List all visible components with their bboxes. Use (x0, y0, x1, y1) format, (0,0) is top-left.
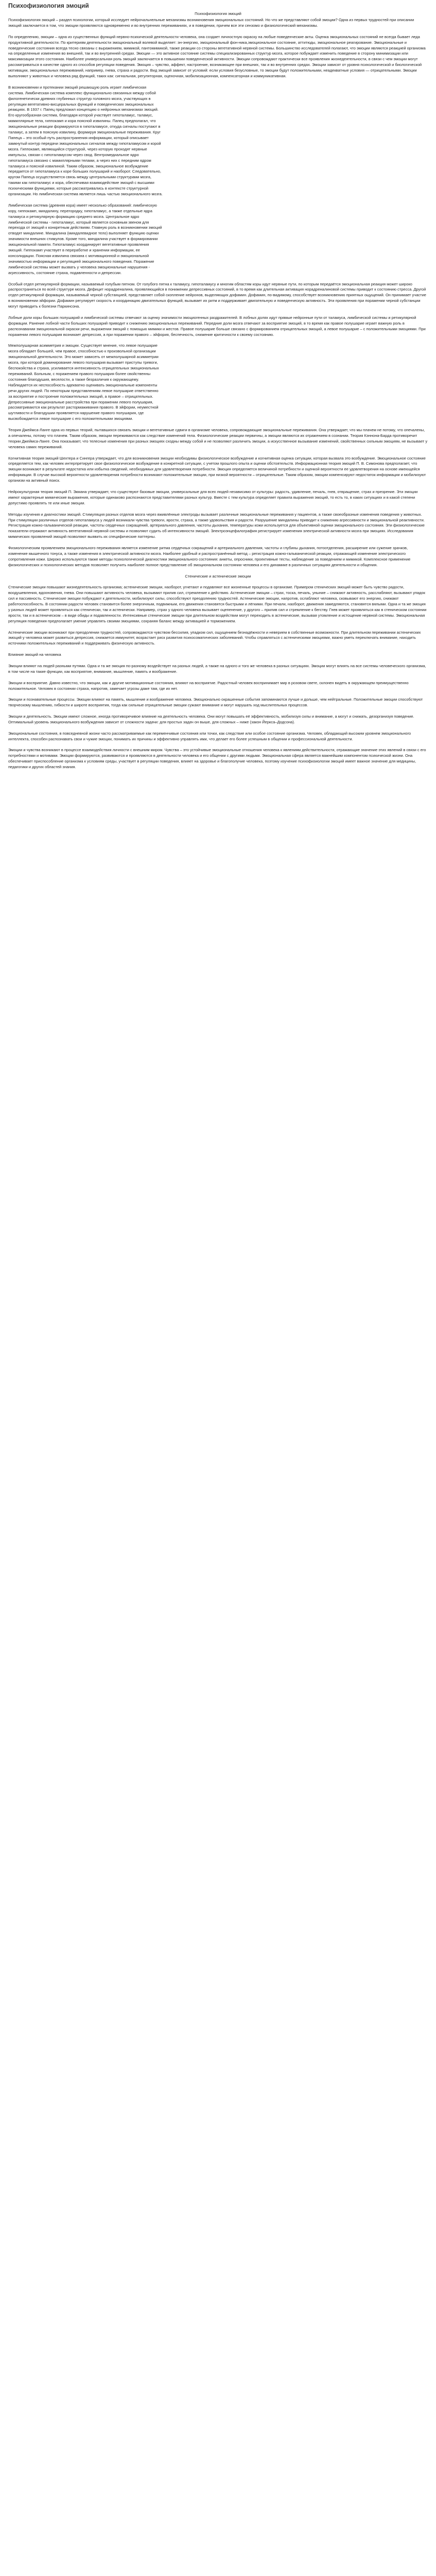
paragraph-gap (8, 725, 428, 731)
paragraph-gap (8, 79, 428, 85)
paragraph-gap (8, 568, 428, 574)
paragraph-gap (8, 276, 428, 282)
paragraph-gap (8, 675, 428, 681)
paragraph: Методы изучения и диагностики эмоций. Стимуляция разных отделов мозга через вживлённые электроды вызывает различные эмоциональные переживания у пациентов, а также своеобразные изменения поведения у животных. При стимуляции различных отделов гипоталамуса у людей возникали чувства тревоги, ярости, страха, а также удовольствия и радости. Разрушение миндалины приводит к снижению агрессивности и эмоциональной реактивности. Регистрация кожно-гальванической реакции, частоты сердечных сокращений, артериального давления, частоты дыхания, температуры кожи используется для объективной оценки эмоционального состояния. Эти физиологические показатели отражают активность вегетативной нервной системы и позволяют судить об интенсивности эмоций. Электроэнцефалография регистрирует изменения электрической активности мозга при эмоциях. Исследования мимических проявлений эмоций позволяют выявить их специфические паттерны. (8, 512, 425, 539)
paragraph: Эмоциональные состояния, в повседневной жизни часто рассматриваемые как переменчивые состояния или точки, как следствие или особое состояние организма. Человек, обладающий высоким уровнем эмоционального интеллекта, способен распознавать свои и чужие эмоции, понимать их причины и эффективно управлять ими, что делает его более успешным в общении и профессиональной деятельности. (8, 731, 411, 741)
document-body (8, 18, 428, 776)
paragraph: Эмоции и восприятие. Давно известно, что эмоции, как и другие мотивационные состояния, влияют на восприятие. Радостный человек воспринимает мир в розовом свете, склонен видеть в окружающем преимущественно положительное. Человек в состоянии страха, напротив, замечает угрозы даже там, где их нет. (8, 680, 409, 691)
paragraph-gap (8, 450, 428, 456)
paragraph: Эмоции и деятельность. Эмоции имеют сложное, иногда противоречивое влияние на деятельность человека. Они могут повышать её эффективность, мобилизуя силы и внимание, а могут и снижать, дезорганизуя поведение. Оптимальный уровень эмоционального возбуждения зависит от сложности задачи: для простых задач он выше, для сложных – ниже (закон Йеркса–Додсона). (8, 714, 414, 724)
paragraph: Эмоции и познавательные процессы. Эмоции влияют на память, мышление и воображение человека. Эмоционально окрашенные события запоминаются лучше и дольше, чем нейтральные. Положительные эмоции способствуют творческому мышлению, гибкости и широте восприятия, тогда как сильные отрицательные эмоции сужают внимание и могут нарушать ход мыслительных процессов. (8, 697, 423, 708)
section-heading: Стенические и астенические эмоции (185, 573, 251, 579)
paragraph-gap (8, 770, 428, 776)
paragraph-gap (8, 484, 428, 489)
paragraph: В возникновении и протекании эмоций решающую роль играет лимбическая система. Лимбическая система комплекс функционально связанных между собой филогенетически древних глубинных структур головного мозга, участвующих в регуляции вегетативно-висцеральных функций и поведенческих эмоциональных реакциях. В 1937 г. Папец предложил концепцию о нейронных механизмах эмоций. Его кругообразная система, благодаря которой участвует гипоталамус, таламус, мамиллярные тела, гиппокамп и кора поясной извилины. Папец предполагал, что эмоциональные реакции формируются в гипоталамусе, откуда сигналы поступают в таламус, а затем в поясную извилину, формируя эмоциональные переживания. Круг Папеца – это особый путь распространения информации, который описывает замкнутый контур передачи эмоциональных сигналов между гипоталамусом и корой мозга. Гиппокамп, являющийся структурой, через которую проходят нервные импульсы, связан с гипоталамусом через свод. Вентромедиальное ядро гипоталамуса связано с мамиллярными телами, а через них с передним ядром таламуса и поясной извилиной. Таким образом, эмоциональное возбуждение передается от гипоталамуса к коре больших полушарий и наоборот. Следовательно, кругом Папеца осуществляется связь между центральными структурами мозга, такими как гипоталамус и кора, обеспечивая взаимодействие эмоций с высшими психическими функциями, которые рассматривались в контексте структурной организации. Но лимбическая система является лишь частью эмоционального мозга. (8, 84, 163, 197)
paragraph-gap (8, 310, 428, 315)
paragraph-gap (8, 658, 428, 664)
paragraph-gap (8, 29, 428, 35)
paragraph-gap (8, 540, 428, 546)
document (8, 2, 428, 776)
paragraph-gap (8, 647, 428, 652)
paragraph: Эмоции влияют на людей разными путями. Одна и та же эмоция по-разному воздействует на разных людей, а также на одного и того же человека в разных ситуациях. Эмоции могут влиять на все системы человеческого организма, в том числе на такие функции, как восприятие, внимание, мышление, память и воображение. (8, 663, 426, 674)
paragraph: Когнитивная теория эмоций Шехтера и Сингера утверждает, что для возникновения эмоции необходимы физиологическое возбуждение и когнитивная оценка ситуации, которая вызвала это возбуждение. Эмоциональное состояние определяется тем, как человек интерпретирует свое физиологическое возбуждение в конкретной ситуации, с учетом прошлого опыта и оценки обстоятельств. Информационная теория эмоций П. В. Симонова предполагает, что эмоции возникают в результате недостатка или избытка сведений, необходимых для удовлетворения потребности. Эмоция определяется величиной потребности и оценкой вероятности ее удовлетворения на основе имеющейся информации. В случае высокой вероятности удовлетворения потребности возникают положительные эмоции, при низкой вероятности – отрицательные. Таким образом, эмоции компенсируют недостаток информации и мобилизуют организм на активный поиск. (8, 455, 426, 483)
paragraph-gap (8, 422, 428, 428)
paragraph-gap (8, 338, 428, 344)
paragraph: Лимбическая система (древняя кора) имеет несколько образований: лимбическую кору, гиппокамп, миндалину, перегородку, гипоталамус, а также отдельные ядра таламуса и ретикулярную формацию среднего мозга. Центральное ядро лимбической системы - гипоталамус, который является основным звеном для перехода от эмоций к конкретным действиям. Главную роль в возникновении эмоций отводят миндалине. Миндалина (миндалевидное тело) выполняет функцию оценки значимости внешних стимулов. Кроме того, миндалина участвует в формировании эмоциональной памяти. Гипоталамус координирует вегетативные проявления эмоций. Гиппокамп участвует в переработке и хранении информации, ее консолидации. Поясная извилина связана с мотивационной и эмоциональной значимостью информации и регуляцией эмоционального поведения. Поражение лимбической системы может вызвать у человека эмоциональные нарушения - агрессивность, состояние страха, подавленности и депрессии. (8, 202, 162, 275)
paragraph: По определению, эмоции – одна из существенных функций нервно-психической деятельности человека, она создает личностную окраску на любые поведенческие акты. Оценка эмоциональных состояний не всегда бывает леда продуктивной деятельности. По критериям деятельности эмоциональный волевой выделяет: эн-энергию, эмоциональный фон-ника,эмоциональное состояние, аттитюды, эмоциональное реагирование. Эмоциональные и поведенческие состояния всегда тесно связаны с выражением, мимикой, пантомимикой, также реакции со стороны вегетативной нервной системы. Большинство исследователей полагают, что эмоции являются реакцией организма на определенные изменения во внешней, так и во внутренней средах. Эмоции — это активное состояние системы специализированных структур мозга, которое побуждает изменить поведение в сторону минимизации или максимизации этого состояния. Наиболее универсальная роль эмоций заключается в повышении поведенческой активности. Эмоции сопровождают практически все проявления жизнедеятельности, в связи с чем эмоции могут рассматриваться в качестве одного из способов регуляции поведения. Эмоция – чувство, аффект, настроение, возникающее при внешних, так и во внутренних средах. Эмоции зависят от уровня психологической и биологической мотивации, эмоциональных переживаний, например, гнева, страха и радости. Вид эмоций зависит от условий: если условия безусловные, то эмоции будут положительными, неадекватные условия — отрицательными. Эмоции выполняют у животных и человека ряд функций, таких как: сигнальная, регуляторная, оценочная, мобилизационная, компенсаторная и коммуникативная. (8, 34, 426, 79)
paragraph-gap (8, 708, 428, 714)
document-heading: Психофизиология эмоций (195, 11, 241, 16)
paragraph: Астенические эмоции возникают при преодолении трудностей, сопровождаются чувством бессилия, упадком сил, ощущением безнадёжности и неверием в собственные возможности. При длительном переживании астенических эмоций у человека может развиться депрессия, снижается иммунитет, возрастает риск развития психосоматических заболеваний. Чтобы справляться с астеническими эмоциями, важно уметь переключать внимание, находить источники положительных переживаний и поддерживать физическую активность. (8, 630, 421, 646)
paragraph: Влияние эмоций на человека (8, 652, 61, 657)
paragraph: Особый отдел ретикулярной формации, называемый голубым пятном. От голубого пятна к таламусу, гипоталамусу и многим областям коры идут нервные пути, по которым передаётся эмоциональная реакция может широко распространяться по всей структуре мозга. Дефицит норадреналина, проявляющийся в понижении депрессивных состояний, в то время как длительная активация норадреналиновой системы приводит к состоянию стресса. Другой отдел ретикулярной формации, называемый черной субстанцией, представляет собой скопление нейронов, выделяющих дофамин. Дофамин, по-видимому, способствует возникновению приятных ощущений. Он принимает участие в возникновении эйфории. Дофамин регулирует скорость и координацию двигательных функций, вызывает их ритм и поддерживает двигательную и поведенческую активность. Эти проявления при поражении черной субстанции могут приводить к болезни Паркинсона. (8, 281, 426, 309)
paragraph: Эмоции и чувства возникают в процессе взаимодействия личности с внешним миром. Чувства – это устойчивые эмоциональные отношения человека к явлениям действительности, отражающие значение этих явлений в связи с его потребностями и мотивами. Эмоции формируются, развиваются и проявляются в деятельности человека и его общении с другими людьми. Эмоциональная сфера является важнейшим компонентом психической жизни. Она обеспечивает приспособление организма к условиям среды, участвует в регуляции поведения, влияет на здоровье и благополучие человека, поэтому изучение психофизиологии эмоций имеет важное значение для медицины, педагогики и других областей знания. (8, 748, 426, 770)
paragraph: Теория Джеймса-Ланге одна из первых теорий, пытавшихся связать эмоции и вегетативные сдвиги в организме человека, сопровождающие эмоциональные переживания. Она утверждает, что мы плачем не потому, что опечалены, а опечалены, потому что плачем. Таким образом, эмоции переживаются как следствие изменений тела. Физиологические реакции первичны, а эмоции являются их отражением в сознании. Теория Кэннона-Барда противоречит теории Джеймса-Ланге. Она показывает, что телесные изменения при разных эмоциях сходны между собой и не позволяют различить эмоции, а искусственное вызывание изменений, свойственных сильным эмоциям, не вызывает у человека самих переживаний. (8, 428, 428, 449)
paragraph: Стенические эмоции повышают жизнедеятельность организма; астенические эмоции, наоборот, угнетают и подавляют все жизненные процессы в организме. Примером стенических эмоций может быть чувство радости, воодушевления, вдохновения, гнева. Они повышают активность человека, вызывают прилив сил, стремление к действию. Астенические эмоции – страх, тоска, печаль, уныние – снижают активность, расслабляют, вызывают упадок сил и пассивность. Стенические эмоции побуждают к деятельности, мобилизуют силы, способствуют преодолению трудностей. Астенические эмоции, напротив, ослабляют человека, сковывают его энергию, снижают работоспособность. В состоянии радости человек становится более энергичным, подвижным, его движения становятся быстрыми и лёгкими. При печали, наоборот, движения замедляются, становятся вялыми. Одна и та же эмоция у разных людей может проявляться как стенически, так и астенически. Например, страх у одного человека вызывает оцепенение, у другого – прилив сил и стремление к бегству. Гнев может проявляться как в стеническом состоянии ярости, так и в астеническом – в виде обиды и подавленности. Интенсивные стенические эмоции при длительном воздействии могут переходить в астенические, вызывая утомление и истощение нервной системы. Эмоциональная регуляция поведения предполагает умение управлять своими эмоциями, сохраняя баланс между активацией и торможением. (8, 585, 427, 623)
paragraph-gap (8, 742, 428, 748)
page-title: Психофизиология эмоций (8, 2, 89, 9)
paragraph-gap (8, 579, 428, 585)
paragraph-gap (8, 506, 428, 512)
paragraph: Психофизиология эмоций – раздел психологии, который исследует нейрочальнельные механизмы возникновения эмоциональных состояний. Но что же представляют собой эмоции? Одна из первых трудностей при описании эмоций заключается в том, что эмоции проявляются одновременно и во внутренних переживаниях, и в поведении, причем все эти сензомо и физиологический механизмы. (8, 18, 414, 28)
paragraph-gap (8, 624, 428, 630)
paragraph: Лобные доли коры больших полушарий и лимбической системы отвечают за оценку значимости эмоциогенных раздражителей. В лобных долях идут прямые нейронные пути от таламуса, лимбической системы и ретикулярной формации. Ранение лобной части больших полушарий приводит к снижению эмоциональных переживаний. Передние доли мозга отвечают за восприятие эмоций, в то время как правое полушарие играет важную роль в распознавании эмоциональной окраски речи, выражении эмоций с помощью мимики и жестов. Правое полушарие больше связано с формированием отрицательных эмоций, а левое полушарие – с положительными эмоциями. При поражении левого полушария возникает депрессия, а при поражении правого – эйфория, беспечность, снижение критичности к своему состоянию. (8, 315, 426, 337)
paragraph: Физиологическим проявлением эмоционального переживания является изменение ритма сердечных сокращений и артериального давления, частоты и глубины дыхания, потоотделения, расширение или сужение зрачков, изменение мышечного тонуса, а также изменения в электрической активности мозга. Наиболее удобный и распространённый метод – регистрация кожно-гальванической реакции, отражающей изменение электрического сопротивления кожи. Широко используются также методы психологической диагностики эмоционального состояния: анкеты, опросники, проективные тесты, наблюдение за поведением и мимикой. Комплексное применение физиологических и психологических методов позволяет получить наиболее полное представление об эмоциональном состоянии человека и его динамике в различных ситуациях деятельности и общения. (8, 546, 411, 567)
paragraph: Межполушарная асимметрия и эмоции. Существует мнение, что левое полушарие мозга обладает большей, чем правое, способностью к произвольной организации эмоциональной деятельности. Это может зависеть от межполушарной асимметрии мозга, при которой доминирование левого полушария вызывает приступы тревоги, беспокойства и страха, усиливается интенсивность отрицательных эмоциональных переживаний. Больным, с поражением правого полушария более свойственны состояния благодушия, веселости, а также безразличия к окружающему. Наблюдается их неспособность адекватно оценивать эмоциональные компоненты речи других людей. По некоторым представлениям левое полушарие ответственно за восприятие и построение положительных эмоций, а правое – отрицательных. Депрессивные эмоциональные расстройства при поражении левого полушария, рассматриваются как результат растормаживания правого. В эйфории, неуместной шутливости и благодушии проявляется нарушение правого полушария, где высвобождается левое полушарие с его положительными эмоциями. (8, 343, 159, 421)
paragraph-gap (8, 197, 428, 203)
paragraph-gap (8, 691, 428, 697)
paragraph: Нейрокультурная теория эмоций П. Экмана утверждает, что существуют базовые эмоции, универсальные для всех людей независимо от культуры: радость, удивление, печаль, гнев, отвращение, страх и презрение. Эти эмоции имеют характерные мимические выражения, которые одинаково распознаются представителями разных культур. Вместе с тем культура определяет правила выражения эмоций, то есть то, в каких ситуациях и в какой степени допустимо проявлять те или иные эмоции. (8, 489, 418, 505)
